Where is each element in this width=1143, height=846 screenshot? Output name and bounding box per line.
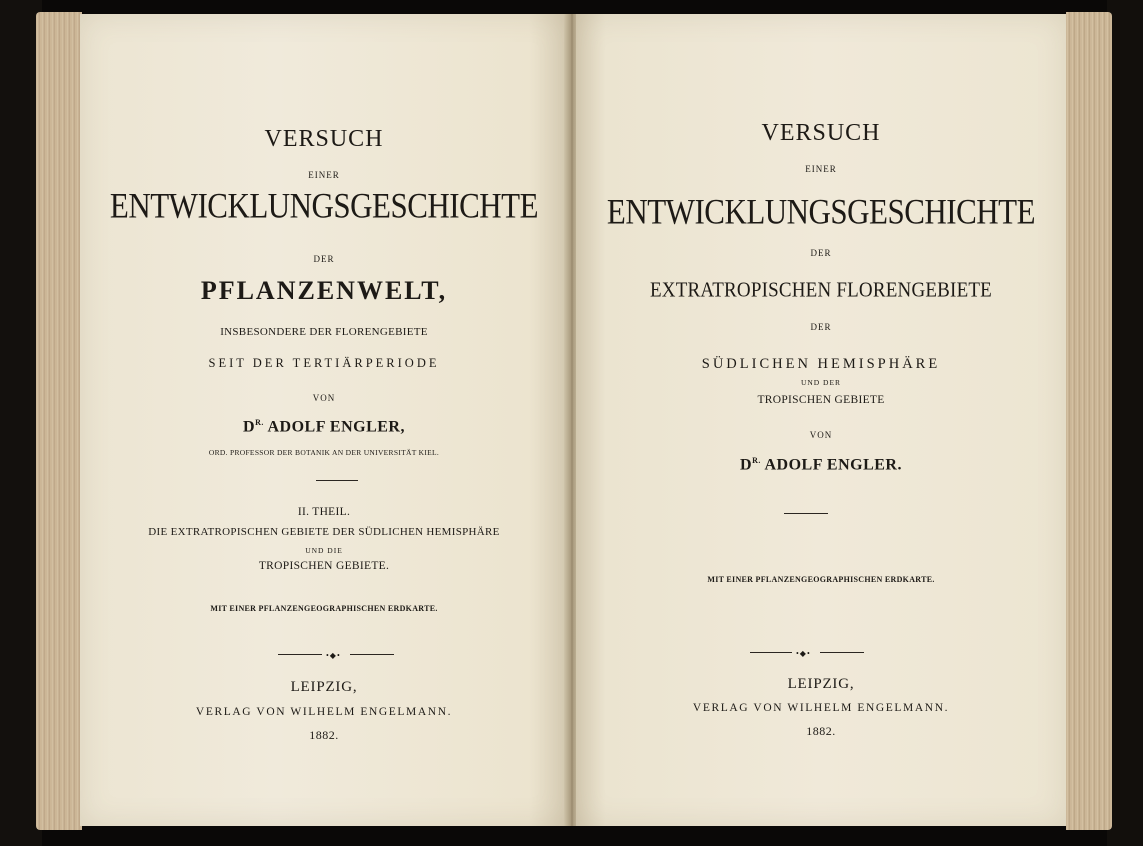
und-der: UND DER — [800, 378, 842, 387]
author-prefix: D — [740, 456, 753, 474]
word-der: DER — [313, 254, 335, 264]
ornament-rule: •◆• — [750, 648, 864, 658]
page-edges-right — [1066, 12, 1112, 830]
title-versuch: VERSUCH — [761, 120, 881, 146]
title-versuch: VERSUCH — [264, 126, 384, 152]
author-sup: R. — [752, 456, 761, 465]
book-cover-right — [1107, 0, 1143, 846]
word-von: VON — [809, 430, 833, 440]
part-title-line1: DIE EXTRATROPISCHEN GEBIETE DER SÜDLICHEN HEMISPHÄRE — [148, 526, 500, 538]
hemisphere-title: SÜDLICHEN HEMISPHÄRE — [701, 356, 941, 372]
author-sup: R. — [255, 418, 264, 427]
page-edges-left — [36, 12, 82, 830]
city: LEIPZIG, — [787, 676, 855, 692]
subtitle-florengebiete: INSBESONDERE DER FLORENGEBIETE — [220, 326, 428, 338]
author-title: ORD. PROFESSOR DER BOTANIK AN DER UNIVERSITÄT KIEL. — [208, 448, 440, 457]
map-note: MIT EINER PFLANZENGEOGRAPHISCHEN ERDKARTE. — [210, 604, 438, 613]
publisher: VERLAG VON WILHELM ENGELMANN. — [692, 702, 950, 714]
word-der: DER — [810, 248, 832, 258]
word-einer: EINER — [308, 170, 340, 180]
year: 1882. — [806, 724, 836, 738]
main-title: ENTWICKLUNGSGESCHICHTE — [606, 191, 1036, 232]
main-title: ENTWICKLUNGSGESCHICHTE — [109, 185, 539, 226]
left-title-page — [80, 14, 568, 826]
tropical-title: TROPISCHEN GEBIETE — [757, 394, 885, 406]
part-title-line2: UND DIE — [305, 546, 343, 555]
author-name — [80, 418, 568, 436]
ornament-rule: •◆• — [278, 650, 394, 660]
divider-rule — [316, 480, 358, 481]
divider-rule — [784, 513, 828, 514]
subtitle-tertiaer: SEIT DER TERTIÄRPERIODE — [208, 356, 440, 370]
subject-title: EXTRATROPISCHEN FLORENGEBIETE — [650, 278, 992, 302]
author-name-text: ADOLF ENGLER. — [760, 456, 902, 474]
author-prefix: D — [243, 418, 256, 436]
city: LEIPZIG, — [290, 679, 358, 695]
publisher: VERLAG VON WILHELM ENGELMANN. — [195, 706, 453, 718]
right-title-page — [576, 14, 1066, 826]
year: 1882. — [309, 728, 339, 742]
author-name — [576, 456, 1066, 474]
author-name-text: ADOLF ENGLER, — [263, 418, 405, 436]
part-title-line3: TROPISCHEN GEBIETE. — [258, 560, 390, 572]
word-einer: EINER — [805, 164, 837, 174]
subject-title: PFLANZENWELT, — [200, 276, 448, 305]
map-note: MIT EINER PFLANZENGEOGRAPHISCHEN ERDKARTE. — [707, 575, 935, 584]
word-der-2: DER — [810, 322, 832, 332]
word-von: VON — [312, 393, 336, 403]
part-number: II. THEIL. — [297, 506, 351, 518]
